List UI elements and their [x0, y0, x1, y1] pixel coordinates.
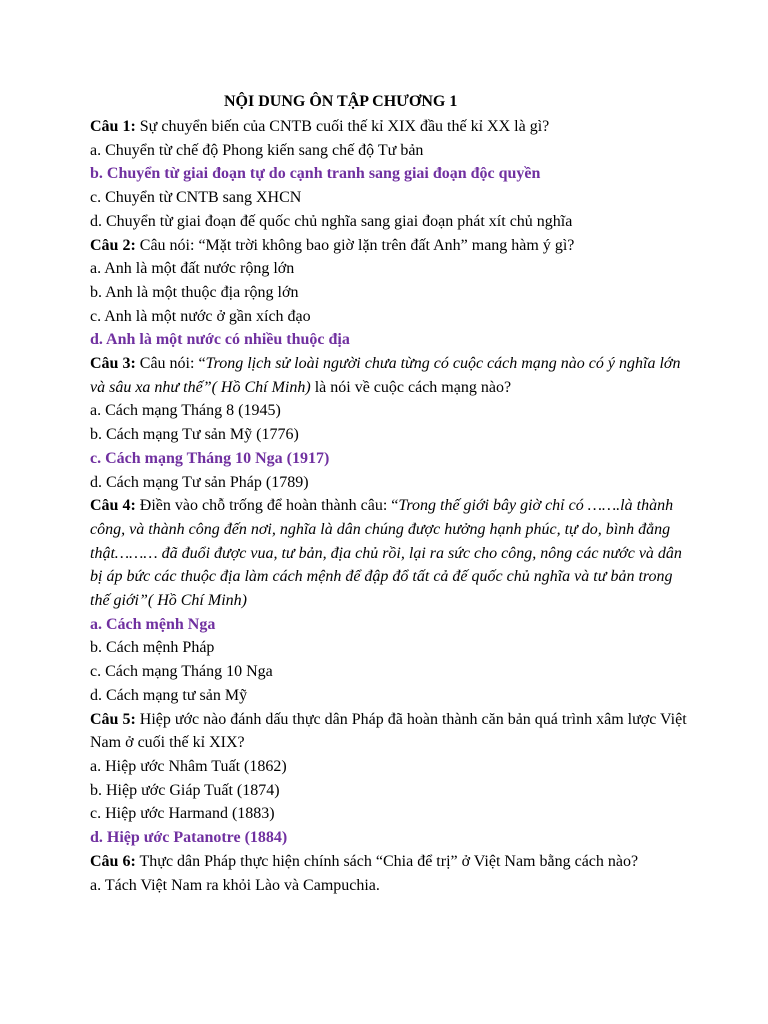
q4-option-c: c. Cách mạng Tháng 10 Nga [90, 663, 273, 681]
question-text: Sự chuyển biến của CNTB cuối thế kỉ XIX đầu thế kỉ XX là gì? [135, 118, 550, 135]
question-quote: Trong lịch sử loài người chưa từng có cuộc cách mạng nào có ý nghĩa lớn và sâu xa như thế”( Hồ Chí Minh) [90, 355, 681, 396]
question-3 [90, 352, 690, 399]
q3-option-b: b. Cách mạng Tư sản Mỹ (1776) [90, 426, 299, 444]
q4-option-a-correct: a. Cách mệnh Nga [90, 615, 216, 633]
q5-option-c: c. Hiệp ước Harmand (1883) [90, 805, 275, 823]
q2-option-c: c. Anh là một nước ở gần xích đạo [90, 307, 311, 325]
q4-option-b: b. Cách mệnh Pháp [90, 639, 215, 657]
question-text: Thực dân Pháp thực hiện chính sách “Chia để trị” ở Việt Nam bằng cách nào? [135, 852, 639, 870]
question-text-post: là nói về cuộc cách mạng nào? [310, 378, 512, 396]
question-text: Hiệp ước nào đánh dấu thực dân Pháp đã hoàn thành căn bản quá trình xâm lược Việt Nam ở cuối thế kỉ XIX? [90, 710, 687, 752]
question-label: Câu 3: [90, 355, 136, 373]
question-6 [90, 850, 690, 874]
q5-option-d-correct: d. Hiệp ước Patanotre (1884) [90, 829, 288, 847]
q4-option-d: d. Cách mạng tư sản Mỹ [90, 686, 248, 704]
question-label: Câu 2: [90, 236, 136, 254]
question-2 [90, 234, 690, 258]
question-label: Câu 1: [90, 118, 136, 135]
question-label: Câu 5: [90, 710, 136, 728]
q3-option-c-correct: c. Cách mạng Tháng 10 Nga (1917) [90, 449, 330, 467]
q3-option-a: a. Cách mạng Tháng 8 (1945) [90, 402, 281, 420]
question-quote: Trong thế giới bây giờ chỉ có …….là thành công, và thành công đến nơi, nghĩa là dân chúng được hưởng hạnh phúc, tự do, bình đẳng thật……… đã đuổi được vua, tư bản, địa chủ rồi, lại ra sức cho công, nông các nước và dân bị áp bức các thuộc địa làm cách mệnh để đập đổ tất cả đế quốc chủ nghĩa và tư bản trong thế giới”( Hồ Chí Minh) [90, 497, 682, 610]
q1-option-d: d. Chuyển từ giai đoạn đế quốc chủ nghĩa sang giai đoạn phát xít chủ nghĩa [90, 212, 573, 230]
q2-option-d-correct: d. Anh là một nước có nhiều thuộc địa [90, 331, 350, 349]
question-5 [90, 708, 690, 755]
q2-option-b: b. Anh là một thuộc địa rộng lớn [90, 283, 299, 301]
document-title: NỘI DUNG ÔN TẬP CHƯƠNG 1 [224, 93, 458, 110]
q1-option-a: a. Chuyển từ chế độ Phong kiến sang chế độ Tư bản [90, 141, 424, 159]
q2-option-a: a. Anh là một đất nước rộng lớn [90, 260, 295, 278]
question-text-pre: Câu nói: “ [135, 355, 206, 373]
question-4 [90, 494, 690, 613]
question-label: Câu 6: [90, 852, 136, 870]
q6-option-a: a. Tách Việt Nam ra khỏi Lào và Campuchia. [90, 876, 380, 894]
question-1 [90, 115, 690, 139]
question-label: Câu 4: [90, 497, 136, 515]
question-text: Câu nói: “Mặt trời không bao giờ lặn trên đất Anh” mang hàm ý gì? [135, 236, 575, 254]
q1-option-b-correct: b. Chuyển từ giai đoạn tự do cạnh tranh sang giai đoạn độc quyền [90, 165, 541, 183]
q5-option-b: b. Hiệp ước Giáp Tuất (1874) [90, 781, 280, 799]
q1-option-c: c. Chuyển từ CNTB sang XHCN [90, 189, 302, 207]
q3-option-d: d. Cách mạng Tư sản Pháp (1789) [90, 473, 309, 491]
question-text-pre: Điền vào chỗ trống để hoàn thành câu: “ [135, 497, 399, 515]
document-page [90, 90, 690, 897]
q5-option-a: a. Hiệp ước Nhâm Tuất (1862) [90, 757, 287, 775]
